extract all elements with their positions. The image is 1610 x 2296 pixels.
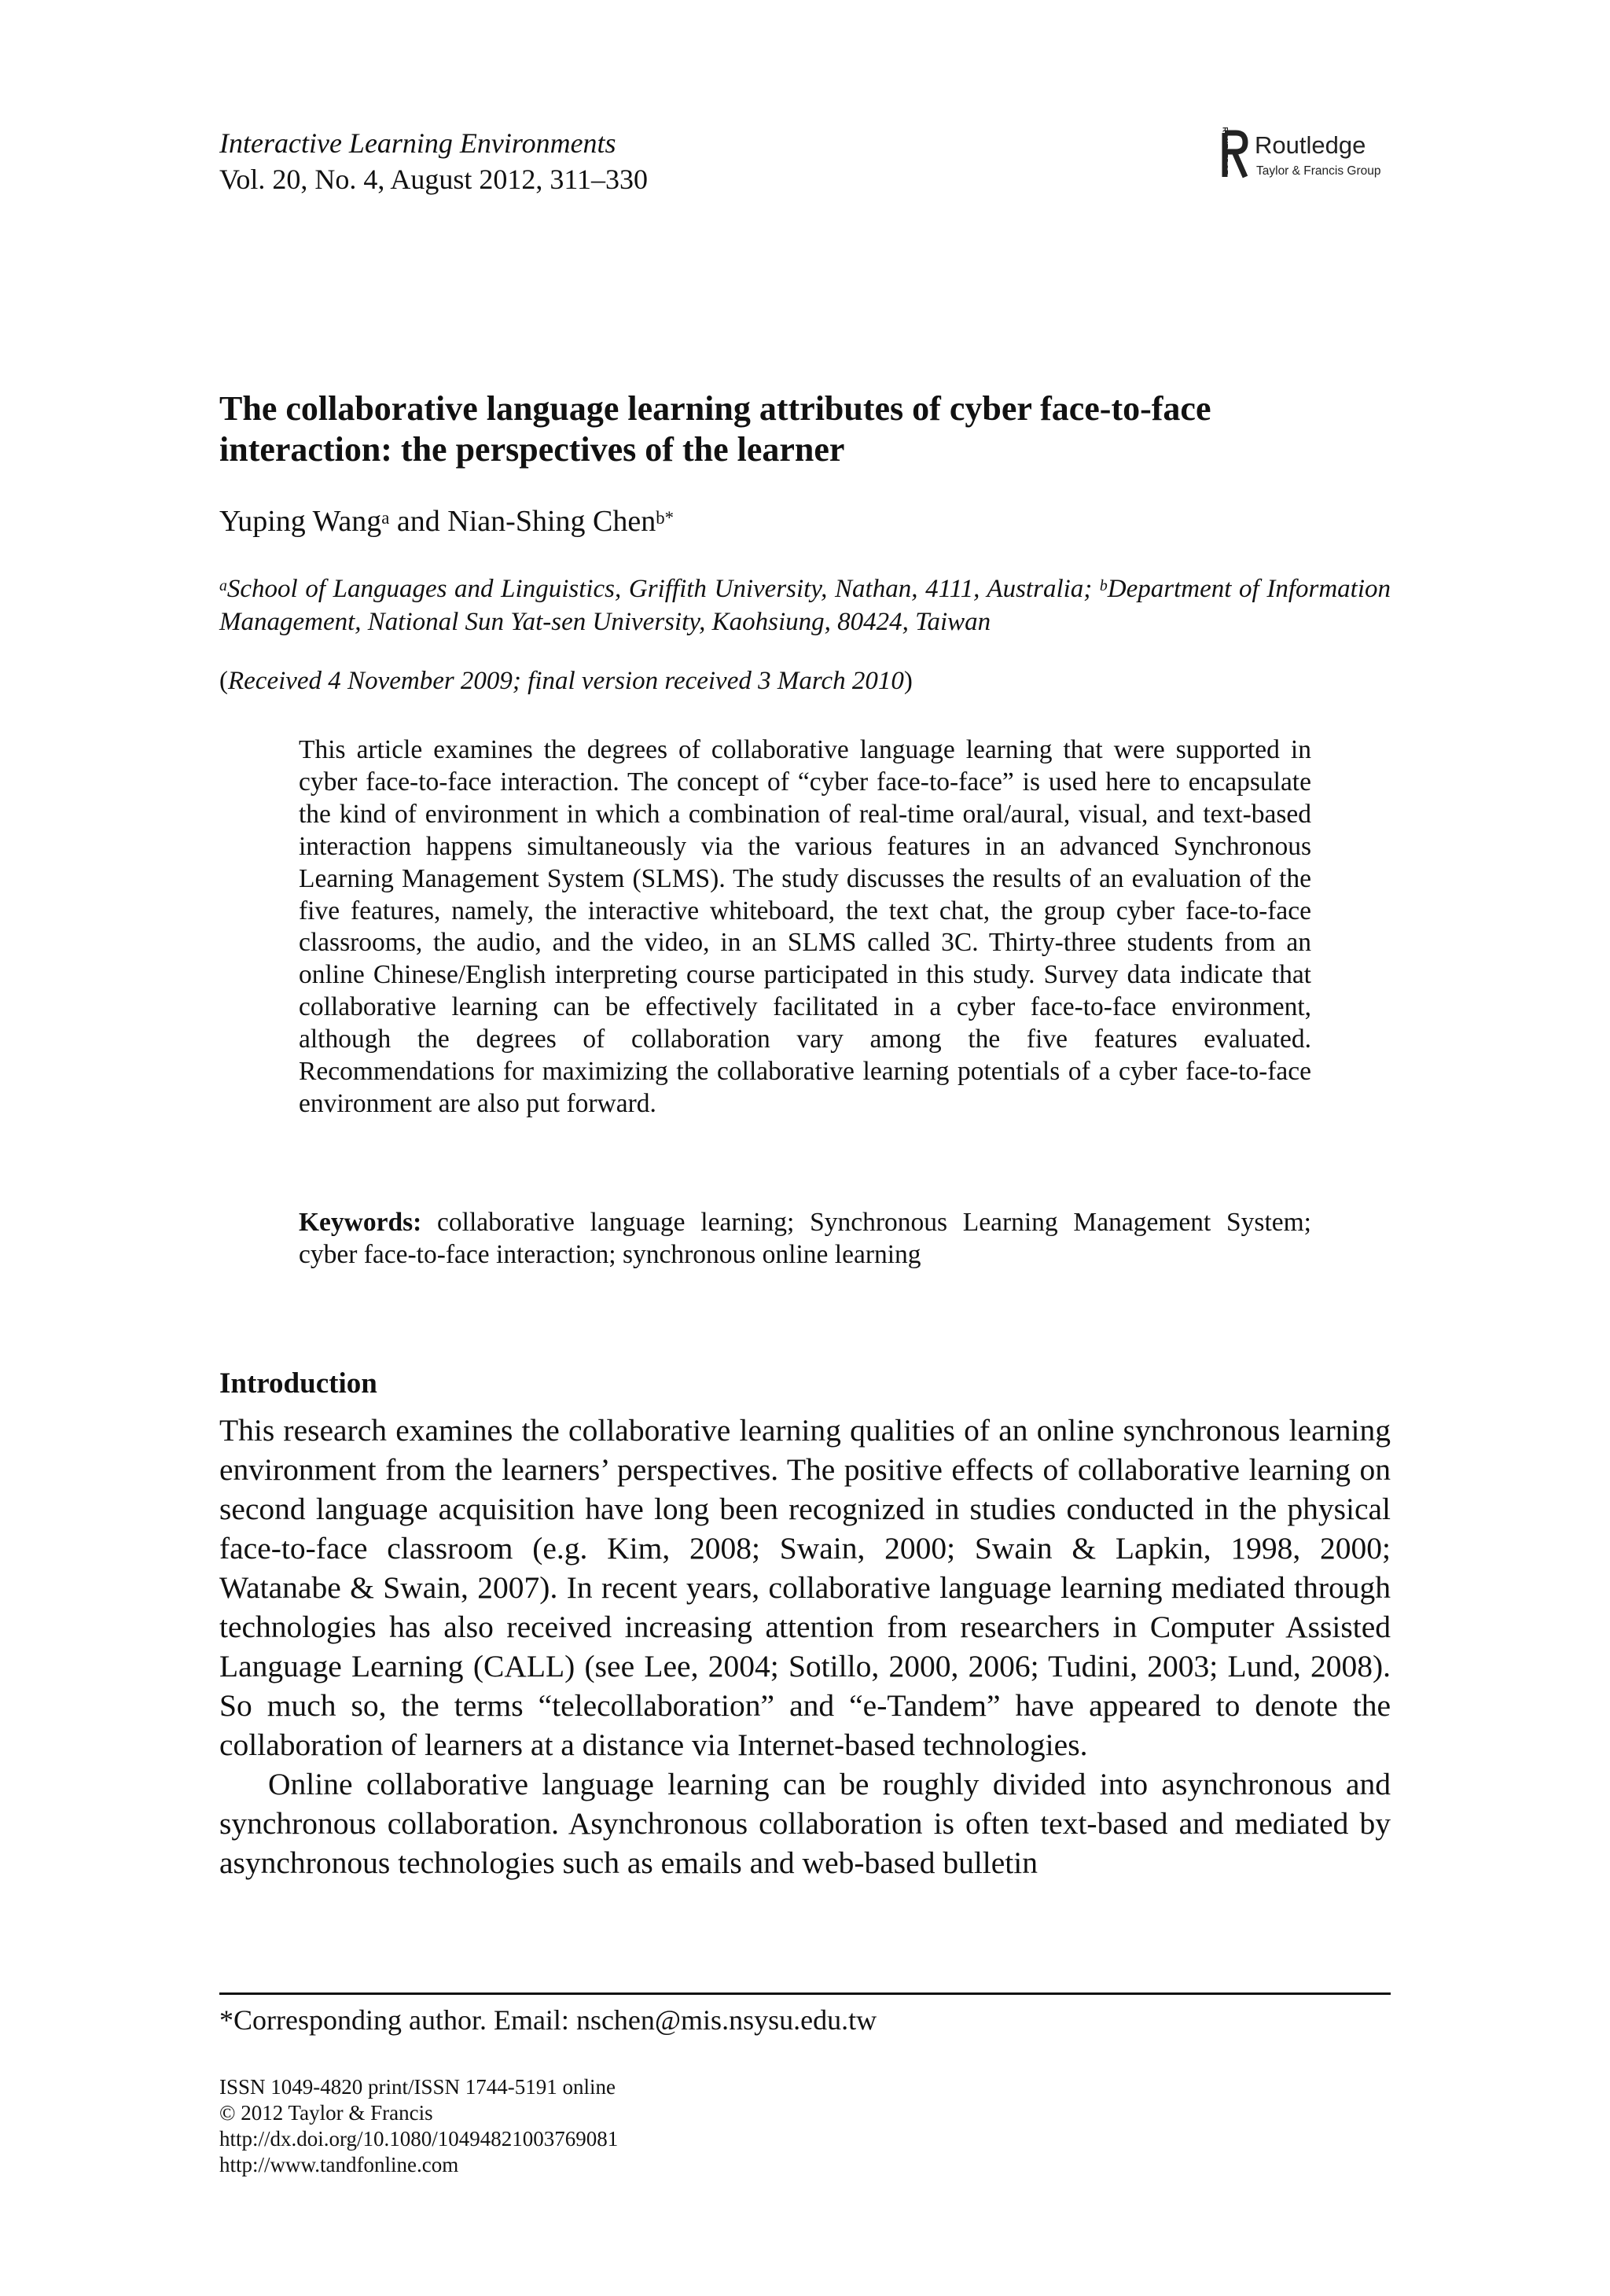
received-dates xyxy=(219,664,913,698)
abstract: This article examines the degrees of collaborative language learning that were supported in cyber face-to-face interaction. The concept of “cyber face-to-face” is used here to encapsulate the kind of environment in which a combination of real-time oral/aural, visual, and text-based interaction happens simultaneously via the various features in an advanced Synchronous Learning Management System (SLMS). The study discusses the results of an evaluation of the five features, namely, the interactive whiteboard, the text chat, the group cyber face-to-face classrooms, the audio, and the video, in an SLMS called 3C. Thirty-three students from an online Chinese/English interpreting course participated in this study. Survey data indicate that collaborative learning can be effectively facilitated in a cyber face-to-face environment, although the degrees of collaboration vary among the five features evaluated. Recommendations for maximizing the collaborative learning potentials of a cyber face-to-face environment are also put forward. xyxy=(299,735,1311,1118)
affiliations xyxy=(219,572,1391,638)
site-link[interactable]: http://www.tandfonline.com xyxy=(219,2153,459,2176)
publication-info xyxy=(219,2074,618,2178)
paragraph: This research examines the collaborative learning qualities of an online synchronous learning environment from the learners’ perspectives. The positive effects of collaborative learning on second language acquisition have long been recognized in studies conducted in the physical face-to-face classroom (e.g. Kim, 2008; Swain, 2000; Swain & Lapkin, 1998, 2000; Watanabe & Swain, 2007). In recent years, collaborative language learning mediated through technologies has also received increasing attention from researchers in Computer Assisted Language Learning (CALL) (see Lee, 2004; Sotillo, 2000, 2006; Tudini, 2003; Lund, 2008). So much so, the terms “telecollaboration” and “e-Tandem” have appeared to denote the collaboration of learners at a distance via Internet-based technologies. xyxy=(219,1413,1391,1762)
keywords-label: Keywords: xyxy=(299,1208,422,1237)
publisher-logo xyxy=(1212,128,1393,185)
section-heading: Introduction xyxy=(219,1367,377,1400)
doi-link[interactable]: http://dx.doi.org/10.1080/10494821003769081 xyxy=(219,2127,619,2151)
author-affiliation-marker: a xyxy=(381,508,390,528)
keywords xyxy=(299,1207,1311,1271)
received-close-paren: ) xyxy=(903,667,913,695)
journal-name: Interactive Learning Environments xyxy=(219,127,616,159)
section-body xyxy=(219,1411,1391,1882)
affiliation-marker: a xyxy=(219,577,227,594)
received-open-paren: ( xyxy=(219,667,228,695)
publisher-vertical-mark: ROUTLEDGE xyxy=(1221,127,1230,175)
author-name: Nian-Shing Chen xyxy=(447,505,656,538)
affiliation-marker: b xyxy=(1099,577,1108,594)
publisher-name: Routledge xyxy=(1255,131,1366,159)
affiliation-text: Department of Information Management, National Sun Yat-sen University, Kaohsiung, 80424, Taiwan xyxy=(219,575,1391,636)
footnote-divider xyxy=(219,1992,1391,1995)
author-conjunction: and xyxy=(396,505,440,538)
author-name: Yuping Wang xyxy=(219,505,382,538)
footnote: *Corresponding author. Email: nschen@mis.nsysu.edu.tw xyxy=(219,2004,877,2036)
author-list xyxy=(219,502,674,541)
issn: ISSN 1049-4820 print/ISSN 1744-5191 online xyxy=(219,2075,616,2099)
received-text: Received 4 November 2009; final version received 3 March 2010 xyxy=(228,667,904,695)
article-title: The collaborative language learning attributes of cyber face-to-face interaction: the perspectives of the learner xyxy=(219,389,1211,469)
paragraph: Online collaborative language learning can be roughly divided into asynchronous and synchronous collaboration. Asynchronous collaboration is often text-based and mediated by asynchronous technologies such as emails and web-based bulletin xyxy=(219,1767,1391,1880)
publisher-group: Taylor & Francis Group xyxy=(1256,164,1381,178)
journal-volume: Vol. 20, No. 4, August 2012, 311–330 xyxy=(219,164,649,195)
copyright: © 2012 Taylor & Francis xyxy=(219,2101,433,2125)
author-affiliation-marker: b* xyxy=(656,508,675,528)
affiliation-text: School of Languages and Linguistics, Griffith University, Nathan, 4111, Australia; xyxy=(226,575,1093,603)
keywords-text: collaborative language learning; Synchronous Learning Management System; cyber face-to-face interaction; synchronous online learning xyxy=(299,1208,1311,1269)
